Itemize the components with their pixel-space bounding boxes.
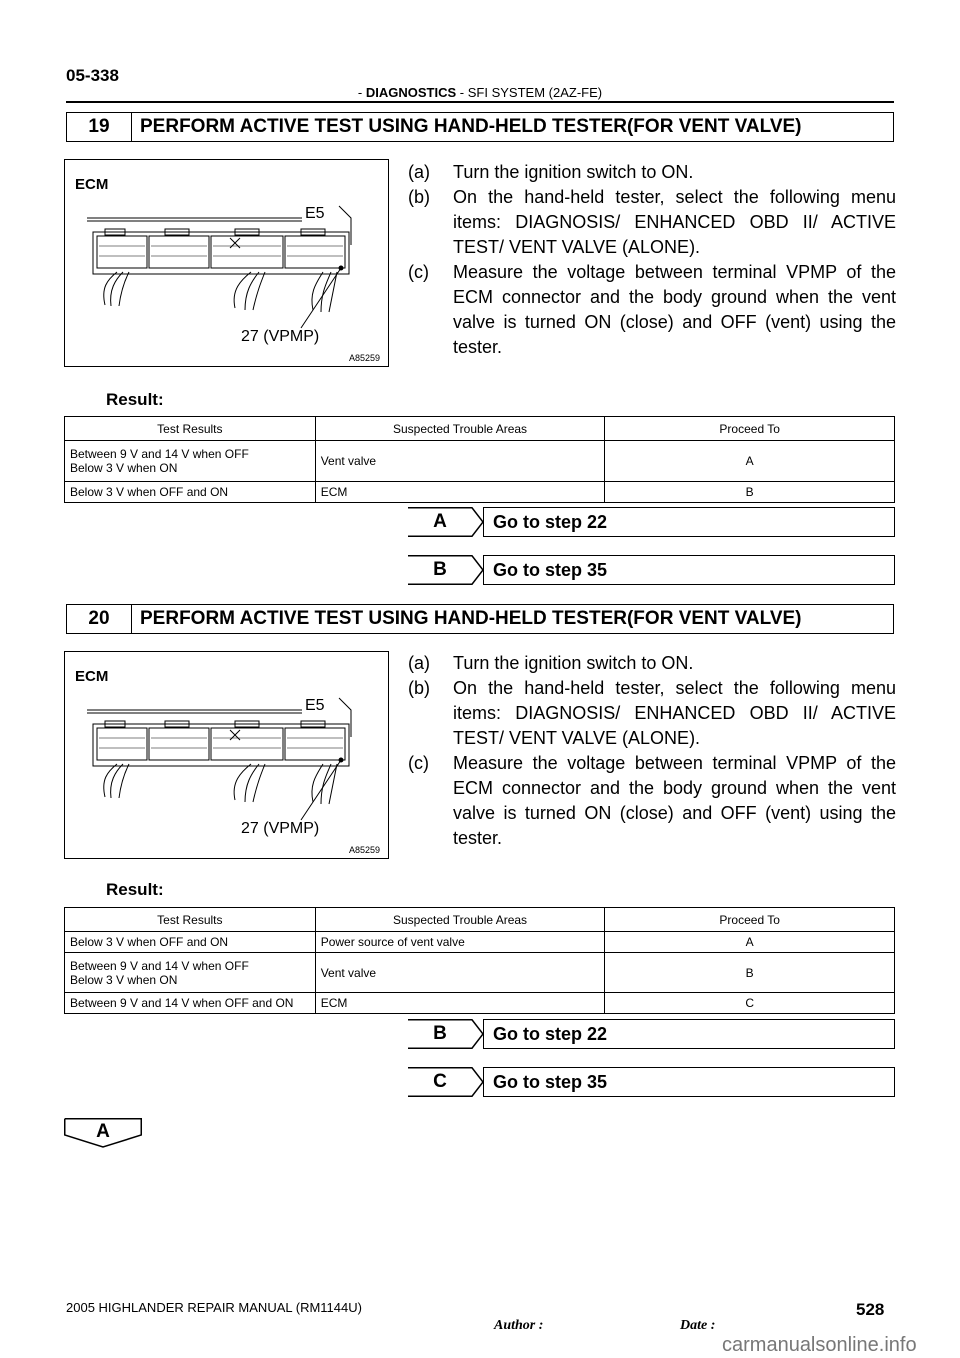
ecm-connector-figure: [64, 651, 389, 859]
test-result-cell: [65, 441, 316, 482]
proceed-to-cell: B: [605, 953, 895, 993]
header-separator-2: -: [459, 85, 465, 100]
result-label: Result:: [106, 390, 164, 409]
column-header: Suspected Trouble Areas: [315, 417, 605, 441]
instruction-text: Turn the ignition switch to ON.: [453, 162, 694, 182]
trouble-area-cell: ECM: [315, 482, 605, 503]
column-header: Test Results: [65, 417, 316, 441]
instruction-text: On the hand-held tester, select the following menu items: DIAGNOSIS/ ENHANCED OBD II/ ACTIVE TEST/ VENT VALVE (ALONE).: [453, 678, 896, 748]
instruction-item: [408, 651, 896, 676]
column-header: Proceed To: [605, 908, 895, 932]
figure-connector-label: E5: [305, 205, 325, 222]
result-table: [64, 416, 895, 503]
instruction-label: (b): [408, 678, 430, 698]
branch-action: Go to step 22: [483, 507, 895, 537]
branch-b[interactable]: [408, 555, 896, 585]
result-label: Result:: [106, 880, 164, 899]
instruction-text: On the hand-held tester, select the following menu items: DIAGNOSIS/ ENHANCED OBD II/ ACTIVE TEST/ VENT VALVE (ALONE).: [453, 187, 896, 257]
instruction-list: [408, 160, 896, 360]
footer-manual: 2005 HIGHLANDER REPAIR MANUAL (RM1144U): [66, 1300, 362, 1315]
step-title: PERFORM ACTIVE TEST USING HAND-HELD TESTER(FOR VENT VALVE): [140, 608, 802, 629]
test-result-cell: [65, 482, 316, 503]
instruction-label: (c): [408, 753, 429, 773]
table-header-row: [65, 908, 895, 932]
author-label: Author :: [494, 1318, 544, 1333]
test-result-line: Below 3 V when OFF and ON: [70, 935, 229, 949]
running-header: [66, 85, 894, 100]
branch-b[interactable]: [408, 1019, 896, 1049]
date-label: Date :: [680, 1318, 716, 1333]
step-number: 19: [67, 113, 132, 141]
step-header: [66, 112, 894, 142]
instruction-text: Measure the voltage between terminal VPMP of the ECM connector and the body ground when the vent valve is turned ON (close) and OFF (vent) using the tester.: [453, 262, 896, 357]
trouble-area-cell: Vent valve: [315, 441, 605, 482]
branch-action: Go to step 22: [483, 1019, 895, 1049]
instruction-item: [408, 751, 896, 851]
header-section: DIAGNOSTICS: [365, 85, 457, 100]
branch-letter: A: [433, 511, 447, 532]
figure-terminal-label: 27 (VPMP): [241, 820, 320, 837]
trouble-area-cell: Power source of vent valve: [315, 932, 605, 953]
branch-action: Go to step 35: [483, 1067, 895, 1097]
ecm-connector-figure: [64, 159, 389, 367]
trouble-area-cell: ECM: [315, 993, 605, 1014]
connector-illustration: [65, 652, 390, 860]
figure-code: A85259: [349, 845, 381, 855]
step-title: PERFORM ACTIVE TEST USING HAND-HELD TESTER(FOR VENT VALVE): [140, 116, 802, 137]
proceed-to-cell: A: [605, 932, 895, 953]
test-result-line: Between 9 V and 14 V when OFF: [70, 447, 249, 461]
header-separator: -: [357, 85, 363, 100]
proceed-to-cell: B: [605, 482, 895, 503]
instruction-label: (c): [408, 262, 429, 282]
branch-c[interactable]: [408, 1067, 896, 1097]
figure-unit-label: ECM: [75, 176, 109, 193]
proceed-to-cell: C: [605, 993, 895, 1014]
instruction-label: (b): [408, 187, 430, 207]
test-result-line: Below 3 V when ON: [70, 461, 178, 475]
instruction-item: [408, 260, 896, 360]
step-number: 20: [67, 605, 132, 633]
result-table: [64, 907, 895, 1014]
branch-letter: C: [433, 1071, 447, 1092]
test-result-cell: [65, 932, 316, 953]
branch-letter: B: [433, 559, 447, 580]
column-header: Proceed To: [605, 417, 895, 441]
column-header: Test Results: [65, 908, 316, 932]
connector-illustration: [65, 160, 390, 368]
instruction-text: Turn the ignition switch to ON.: [453, 653, 694, 673]
column-header: Suspected Trouble Areas: [315, 908, 605, 932]
trouble-area-cell: Vent valve: [315, 953, 605, 993]
test-result-line: Between 9 V and 14 V when OFF: [70, 958, 249, 973]
step-header: [66, 604, 894, 634]
branch-letter: B: [433, 1023, 447, 1044]
test-result-cell: [65, 953, 316, 993]
test-result-cell: [65, 993, 316, 1014]
figure-terminal-label: 27 (VPMP): [241, 328, 320, 345]
figure-code: A85259: [349, 353, 381, 363]
instruction-item: [408, 185, 896, 260]
instruction-label: (a): [408, 653, 430, 673]
instruction-item: [408, 160, 896, 185]
table-row: [65, 993, 895, 1014]
instruction-label: (a): [408, 162, 430, 182]
branch-a[interactable]: [408, 507, 896, 537]
header-rule: [66, 101, 894, 103]
branch-action: Go to step 35: [483, 555, 895, 585]
instruction-item: [408, 676, 896, 751]
instruction-text: Measure the voltage between terminal VPMP of the ECM connector and the body ground when the vent valve is turned ON (close) and OFF (vent) using the tester.: [453, 753, 896, 848]
figure-unit-label: ECM: [75, 668, 109, 685]
figure-connector-label: E5: [305, 697, 325, 714]
watermark: carmanualsonline.info: [722, 1334, 917, 1356]
page-number: 05-338: [66, 66, 119, 85]
test-result-line: Below 3 V when ON: [70, 972, 178, 987]
table-header-row: [65, 417, 895, 441]
table-row: [65, 441, 895, 482]
table-row: [65, 932, 895, 953]
continue-letter: A: [96, 1121, 110, 1142]
page-count: 528: [856, 1300, 885, 1319]
header-subsection: SFI SYSTEM (2AZ-FE): [467, 85, 603, 100]
continue-marker[interactable]: [64, 1118, 142, 1148]
instruction-list: [408, 651, 896, 851]
proceed-to-cell: A: [605, 441, 895, 482]
test-result-line: Below 3 V when OFF and ON: [70, 485, 229, 499]
table-row: [65, 953, 895, 993]
test-result-line: Between 9 V and 14 V when OFF and ON: [70, 996, 294, 1010]
table-row: [65, 482, 895, 503]
